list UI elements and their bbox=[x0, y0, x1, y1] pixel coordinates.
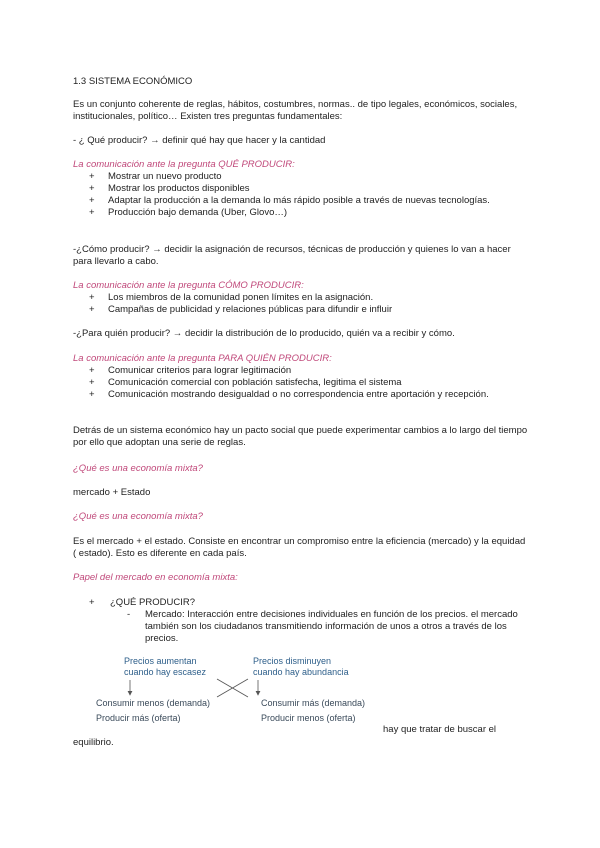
list-item: + Comunicación comercial con población satisfecha, legitima el sistema bbox=[89, 377, 402, 388]
pacto-paragraph: Detrás de un sistema económico hay un pacto social que puede experimentar cambios a lo largo del tiempo por ello que adoptan una serie de reglas. bbox=[73, 425, 528, 448]
mercado-definition: Mercado: Interacción entre decisiones individuales en función de los precios. el mercado también son los ciudadanos transmitiendo información de unos a otros a través de los precios. bbox=[145, 609, 518, 644]
section-title: 1.3 SISTEMA ECONÓMICO bbox=[73, 76, 193, 87]
list-item: + Los miembros de la comunidad ponen límites en la asignación. bbox=[89, 292, 374, 303]
heading-como-producir: La comunicación ante la pregunta CÓMO PRODUCIR: bbox=[73, 280, 304, 291]
list-item: + Adaptar la producción a la demanda lo más rápido posible a través de nuevas tecnologías. bbox=[89, 195, 490, 206]
economia-mixta-answer: mercado + Estado bbox=[73, 487, 151, 498]
list-item: + Mostrar un nuevo producto bbox=[89, 171, 222, 182]
question-que-producir: - ¿ Qué producir? → definir qué hay que hacer y la cantidad bbox=[73, 135, 326, 146]
economia-mixta-definition: Es el mercado + el estado. Consiste en encontrar un compromiso entre la eficiencia (mercado) y la equidad ( estado). Esto es diferente en cada país. bbox=[73, 536, 526, 559]
heading-economia-mixta-1: ¿Qué es una economía mixta? bbox=[73, 463, 203, 474]
heading-para-quien: La comunicación ante la pregunta PARA QUIÉN PRODUCIR: bbox=[73, 353, 332, 364]
question-como-producir: -¿Cómo producir? → decidir la asignación de recursos, técnicas de producción y quienes lo van a hacer para llevarlo a cabo. bbox=[73, 244, 511, 267]
diagram-right-top: Precios disminuyen cuando hay abundancia bbox=[253, 656, 349, 677]
intro-paragraph: Es un conjunto coherente de reglas, hábitos, costumbres, normas.. de tipo legales, económicos, sociales, institucionales, político… Existen tres preguntas fundamentales: bbox=[73, 99, 518, 122]
list-item: + Comunicación mostrando desigualdad o no correspondencia entre aportación y recepción. bbox=[89, 389, 489, 400]
heading-economia-mixta-2: ¿Qué es una economía mixta? bbox=[73, 511, 203, 522]
diagram-right-bottom: Consumir más (demanda) Producir menos (oferta) bbox=[261, 698, 366, 723]
diagram-left-bottom: Consumir menos (demanda) Producir más (oferta) bbox=[96, 698, 211, 723]
sub-bullet-que-producir: ¿QUÉ PRODUCIR? bbox=[110, 597, 195, 608]
question-para-quien: -¿Para quién producir? → decidir la distribución de lo producido, quién va a recibir y cómo. bbox=[73, 328, 455, 339]
equilibrio-text: hay que tratar de buscar el bbox=[383, 724, 497, 735]
list-item: + Comunicar criterios para lograr legitimación bbox=[89, 365, 292, 376]
sub-bullet-marker: + bbox=[89, 597, 95, 608]
diagram-left-top: Precios aumentan cuando hay escasez bbox=[124, 656, 207, 677]
equilibrio-end: equilibrio. bbox=[73, 737, 114, 748]
list-item: + Producción bajo demanda (Uber, Glovo…) bbox=[89, 207, 288, 218]
sub-dash-marker: - bbox=[127, 609, 131, 620]
heading-papel-mercado: Papel del mercado en economía mixta: bbox=[73, 572, 238, 583]
list-item: + Mostrar los productos disponibles bbox=[89, 183, 250, 194]
list-item: + Campañas de publicidad y relaciones públicas para difundir e influir bbox=[89, 304, 393, 315]
heading-que-producir: La comunicación ante la pregunta QUÉ PRODUCIR: bbox=[73, 159, 295, 170]
